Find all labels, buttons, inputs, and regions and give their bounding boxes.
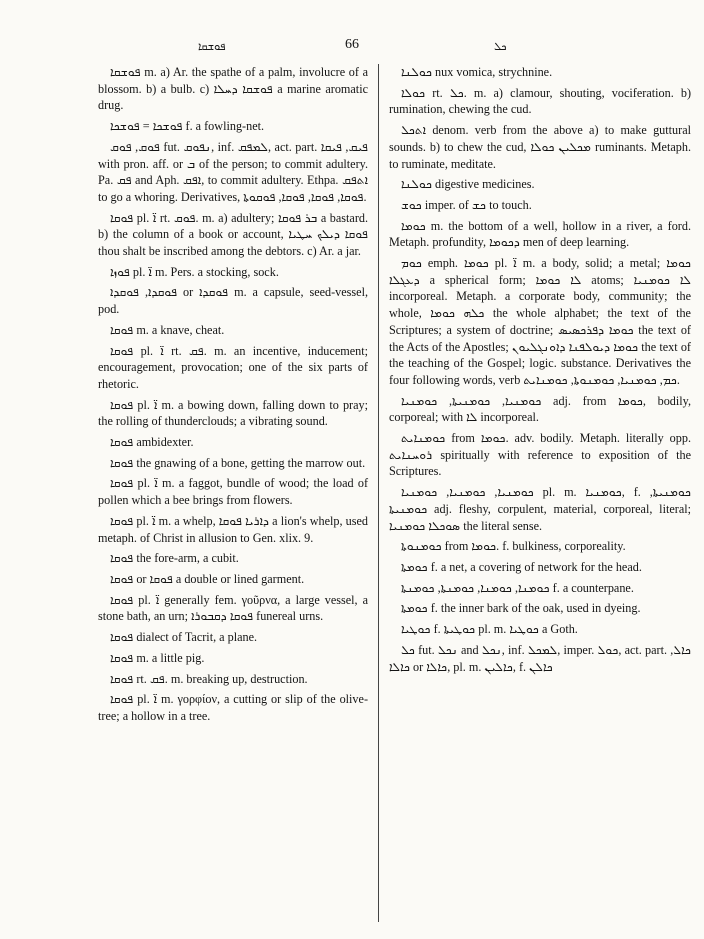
entry: ܟܘܡܐ m. the bottom of a well, hollow in a river, a ford. Metaph. profundity, ܕܟܘܡܐ men of deep learning.: [389, 218, 691, 250]
entry: ܦܘܩܐ pl. ܐ̈ rt. ܦܘܩ. m. a) adultery; ܒܪ ܦܘܩܐ a bastard. b) the column of a book or account, ܦܘܩܐ ܕܝܠܟ ܚܛܝܐ thou shalt be inscribed among the debtors. c) Ar. a jar.: [98, 210, 369, 259]
entry: ܦܘܩܐ the gnawing of a bone, getting the marrow out.: [110, 455, 366, 470]
entry: ܦܘܩܐ pl. ܐ̈ m. a faggot, bundle of wood; the load of pollen which a bee brings from flowers.: [98, 476, 369, 508]
entry: ܟܘܛܝܐ f. ܟܘܛܝܬܐ pl. m. ܟܘܛܝܐ a Goth.: [401, 622, 578, 637]
column-divider: [378, 64, 379, 922]
entry: ܦܘܩܐ or ܦܘܩܐ a double or lined garment.: [110, 571, 305, 586]
entry: ܟܘܡܬܐ f. the inner bark of the oak, used in dyeing.: [401, 601, 641, 616]
entry: ܐܬܟܠ denom. verb from the above a) to make guttural sounds. b) to chew the cud, ܡܟܠܝܢ ܟܘܠܐ ruminants. Metaph. to ruminate, meditate.: [389, 123, 691, 171]
left-column: [98, 64, 368, 729]
entry: ܟܘܡܬܐ f. a net, a covering of network for the head.: [401, 559, 642, 574]
entry: ܦܘܙܐ pl. ܐ̈ m. Pers. a stocking, sock.: [110, 264, 279, 279]
entry: ܟܘܠܐ rt. ܟܠ. m. a) clamour, shouting, vociferation. b) rumination, chewing the cud.: [389, 85, 691, 117]
entry: ܟܘܫ imper. of ܟܫ to touch.: [401, 197, 532, 212]
entry: ܦܘܩܐ m. a little pig.: [110, 650, 205, 665]
entry: ܟܘܡܢܝܐ, ܟܘܡܢܝܐ, ܟܘܡܢܝܐ pl. m. ܟܘܡܢܝܐ, f. ܟܘܡܢܝܬܐ, ܟܘܡܢܝܬܐ adj. fleshy, corpulent, material, corporeal, literal; ܣܘܟܠܐ ܟܘܡܢܝܐ the literal sense.: [389, 485, 691, 533]
running-head-right: ܟܠ: [494, 40, 507, 53]
entry: ܦܘܩܐ rt. ܦܩ. m. breaking up, destruction.: [110, 671, 308, 686]
entry: ܟܘܡܢܝܐ, ܟܘܡܢܝܬܐ, ܟܘܡܢܝܐ adj. from ܟܘܡܐ, bodily, corporeal; with ܠܐ incorporeal.: [389, 393, 691, 425]
entry: ܦܘܩܐ dialect of Tacrit, a plane.: [110, 630, 258, 645]
entry: ܟܘܠܢܐ digestive medicines.: [401, 177, 535, 192]
entry: ܟܘܡܢܘܬܐ from ܟܘܡܐ. f. bulkiness, corporeality.: [401, 539, 626, 554]
entry: ܦܘܩܐ pl. ܐ̈ generally fem. γοῦρνα, a large vessel, a stone bath, an urn; ܦܘܩܐ ܕܩܒܘܪܐ funereal urns.: [98, 592, 368, 624]
entry: ܟܘܡܢܐ, ܟܘܡܢܐ, ܟܘܡܢܬܐ, ܟܘܡܢܬܐ f. a counterpane.: [401, 580, 634, 595]
entry: ܟܘܡ emph. ܟܘܡܐ pl. ܐ̈ m. a body, solid; a metal; ܟܘܡܐ ܕܥܓܠܐ a spherical form; ܠܐ ܟܘܡܐ atoms; ܠܐ ܟܘܡܢܝܐ incorporeal. Metaph. a corporate body, community; the whole, ܟܠܗ ܟܘܡܐ the whole alphabet; the text of the Scriptures; a system of doctrine; ܟܘܡܐ ܕܦܪܟܣܝܣ the text of the Acts of the Apostles; ܟܘܡܐ ܕܝܘܠܦܢܐ ܕܐܘܢܓܠܝܘܢ the text of the teaching of the Gospel; logic. substance. Derivatives the four following words, verb ܟܡ, ܟܘܡܢܝܐ, ܟܘܡܢܘܬܐ, ܟܘܡܢܐܝܬ.: [389, 256, 692, 387]
entry: ܦܘܫܟܐ = ܦܘܫܟܐ f. a fowling-net.: [110, 119, 265, 134]
entry: ܦܘܩܐ m. a knave, cheat.: [110, 322, 225, 337]
running-head-left: ܦܘܫܩܐ: [198, 40, 226, 53]
entry: ܦܘܩܕܐ, ܦܘܩܕܐ or ܦܘܩܕܐ m. a capsule, seed-vessel, pod.: [98, 285, 368, 317]
entry: ܟܘܡܢܐܝܬ from ܟܘܡܐ. adv. bodily. Metaph. literally opp. ܪܘܚܢܐܝܬ spiritually with reference to exposition of the Scriptures.: [389, 431, 691, 479]
entry: ܟܠ fut. ܢܟܠ and ܢܟܠ, inf. ܠܡܟܠ, imper. ܟܘܠ, act. part. ܟܐܠ, ܟܐܠܐ or ܟܐܠܐ, pl. m. ܟܐܠܝܢ, f. ܟܐܠܢ: [389, 642, 691, 674]
entry: ܦܘܩܐ pl. ܐ̈ rt. ܦܩ. m. an incentive, inducement; encouragement, provocation; one of the six parts of rhetoric.: [98, 343, 368, 391]
entry: ܟܘܠܢܐ nux vomica, strychnine.: [401, 65, 553, 79]
page-number: 66: [345, 37, 359, 52]
entry: ܦܘܩܐ the fore-arm, a cubit.: [110, 551, 239, 566]
entry: ܦܘܩܐ pl. ܐ̈ m. γορφίον, a cutting or slip of the olive-tree; a hollow in a tree.: [98, 692, 368, 723]
entry: ܦܘܩܐ pl. ܐ̈ m. a bowing down, falling down to pray; the rolling of thunderclouds; a vibrating sound.: [98, 397, 368, 429]
entry: ܦܘܫܩܐ m. a) Ar. the spathe of a palm, involucre of a blossom. b) a bulb. c) ܦܘܫܩܐ ܕܚܠܐ a marine aromatic drug.: [98, 65, 368, 113]
entry: ܦܘܩܐ ambidexter.: [110, 435, 194, 450]
right-column: [389, 64, 691, 679]
entry: ܦܘܩܐ pl. ܐ̈ m. a whelp, ܕܐܪܝܐ ܦܘܩܐ a lion's whelp, used metaph. of Christ in allusion to Gen. xlix. 9.: [98, 513, 369, 545]
entry: ܦܘܩ, ܦܘܩ fut. ܢܦܘܩ, inf. ܠܡܦܩ, act. part. ܦܝܩ, ܦܝܩܐ with pron. aff. or ܒ of the person; to commit adultery. Pa. ܦܩ and Aph. ܐܦܩ, to commit adultery. Ethpa. ܐܬܦܩ to go a whoring. Derivatives, ܦܘܩܐ, ܦܘܩܐ, ܦܘܩܐ, ܦܘܩܘܬܐ.: [98, 139, 369, 204]
